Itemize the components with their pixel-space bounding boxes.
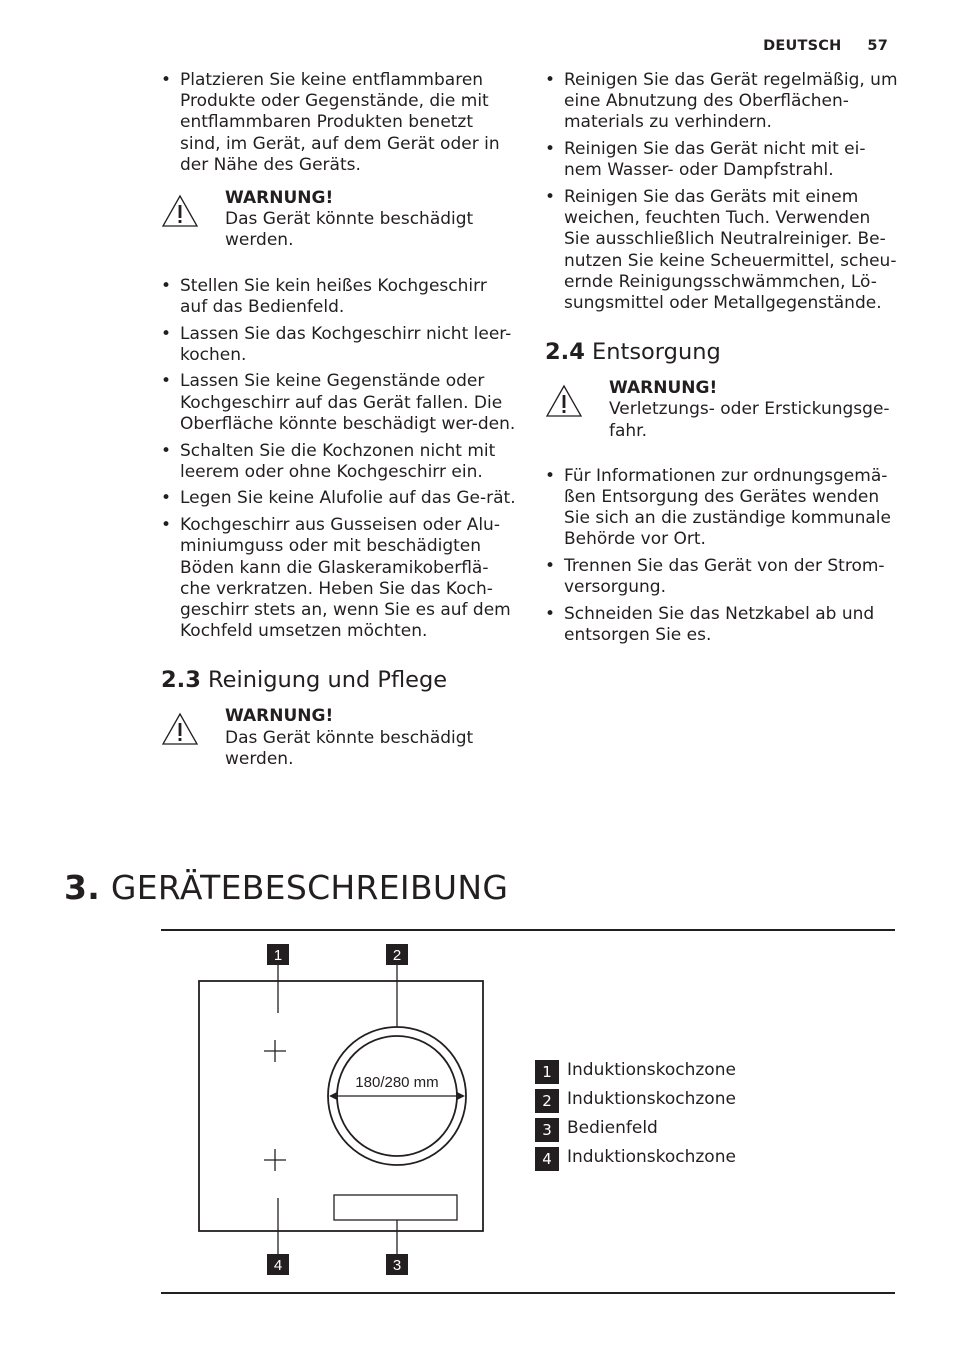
list-item: • Reinigen Sie das Geräts mit einem weichen, feuchten Tuch. Verwenden Sie ausschließlich Neutralreiniger. Be-nutzen Sie keine Scheuermittel, scheu-ernde Reinigungsschwämmchen, Lö-sungsmittel oder Metallgegenstände. xyxy=(545,187,900,314)
list-item: • Stellen Sie kein heißes Kochgeschirr auf das Bedienfeld. xyxy=(161,276,516,318)
warning-box xyxy=(161,706,516,770)
warning-text: Das Gerät könnte beschädigt werden. xyxy=(225,209,474,251)
warning-box xyxy=(161,188,516,252)
legend-label: Bedienfeld xyxy=(567,1117,658,1138)
right-column xyxy=(545,70,900,652)
section-number: 2.4 xyxy=(545,339,585,366)
warning-title: WARNUNG! xyxy=(225,706,334,727)
warning-text: Verletzungs- oder Erstickungsge-fahr. xyxy=(609,399,890,441)
diagram-legend xyxy=(535,1055,736,1171)
legend-row xyxy=(535,1084,736,1113)
legend-label: Induktionskochzone xyxy=(567,1146,736,1167)
list-item: • Kochgeschirr aus Gusseisen oder Alu-miniumguss oder mit beschädigten Böden kann die Glaskeramikoberflä-che verkratzen. Heben Sie das Koch-geschirr stets an, wenn Sie es auf dem Kochfeld umsetzen möchten. xyxy=(161,515,516,642)
legend-label: Induktionskochzone xyxy=(567,1088,736,1109)
bullet-list xyxy=(545,466,900,647)
list-item: • Für Informationen zur ordnungsgemä-ßen Entsorgung des Gerätes wenden Sie sich an die zuständige kommunale Behörde vor Ort. xyxy=(545,466,900,551)
warning-title: WARNUNG! xyxy=(225,188,334,209)
warning-title: WARNUNG! xyxy=(609,378,718,399)
section-heading xyxy=(161,666,516,694)
list-item: • Reinigen Sie das Gerät nicht mit ei-nem Wasser- oder Dampfstrahl. xyxy=(545,139,900,181)
list-item: • Lassen Sie das Kochgeschirr nicht leer-kochen. xyxy=(161,324,516,366)
legend-number: 1 xyxy=(535,1060,559,1084)
zone-size-label: 180/280 mm xyxy=(355,1074,439,1091)
legend-label: Induktionskochzone xyxy=(567,1059,736,1080)
chapter-number: 3. xyxy=(64,868,101,907)
legend-number: 4 xyxy=(535,1147,559,1171)
header-language: DEUTSCH xyxy=(763,38,842,54)
bullet-list xyxy=(161,70,516,176)
bullet-list xyxy=(161,276,516,643)
hob-outline xyxy=(199,981,483,1231)
section-heading xyxy=(545,338,900,366)
warning-text: Das Gerät könnte beschädigt werden. xyxy=(225,727,474,769)
bottom-rule xyxy=(161,1292,895,1294)
callout-label-4: 4 xyxy=(273,1257,283,1274)
callout-label-2: 2 xyxy=(392,947,402,964)
list-item: • Platzieren Sie keine entflammbaren Produkte oder Gegenstände, die mit entflammbaren Produkten benetzt sind, im Gerät, auf dem Gerät oder in der Nähe des Geräts. xyxy=(161,70,516,176)
left-column xyxy=(161,70,516,794)
list-item: • Legen Sie keine Alufolie auf das Ge-rät. xyxy=(161,488,516,509)
chapter-heading xyxy=(64,868,508,907)
hob-diagram xyxy=(190,940,490,1280)
page-number: 57 xyxy=(867,38,888,54)
list-item: • Schneiden Sie das Netzkabel ab und entsorgen Sie es. xyxy=(545,604,900,646)
legend-row xyxy=(535,1113,736,1142)
legend-number: 3 xyxy=(535,1118,559,1142)
bullet-list xyxy=(545,70,900,314)
section-title: Reinigung und Pflege xyxy=(208,667,448,694)
warning-box xyxy=(545,378,900,442)
list-item: • Reinigen Sie das Gerät regelmäßig, um eine Abnutzung des Oberflächen-materials zu verhindern. xyxy=(545,70,900,134)
warning-icon xyxy=(545,384,583,418)
section-title: Entsorgung xyxy=(592,339,721,366)
chapter-title: GERÄTEBESCHREIBUNG xyxy=(110,868,509,907)
section-number: 2.3 xyxy=(161,667,201,694)
callout-label-1: 1 xyxy=(273,947,283,964)
list-item: • Lassen Sie keine Gegenstände oder Kochgeschirr auf das Gerät fallen. Die Oberfläche könnte beschädigt wer-den. xyxy=(161,371,516,435)
callout-label-3: 3 xyxy=(392,1257,402,1274)
list-item: • Trennen Sie das Gerät von der Strom-versorgung. xyxy=(545,556,900,598)
page-header xyxy=(763,38,888,54)
list-item: • Schalten Sie die Kochzonen nicht mit leerem oder ohne Kochgeschirr ein. xyxy=(161,441,516,483)
legend-row xyxy=(535,1142,736,1171)
control-panel xyxy=(334,1195,457,1220)
top-rule xyxy=(161,929,895,931)
legend-number: 2 xyxy=(535,1089,559,1113)
legend-row xyxy=(535,1055,736,1084)
warning-icon xyxy=(161,712,199,746)
warning-icon xyxy=(161,194,199,228)
